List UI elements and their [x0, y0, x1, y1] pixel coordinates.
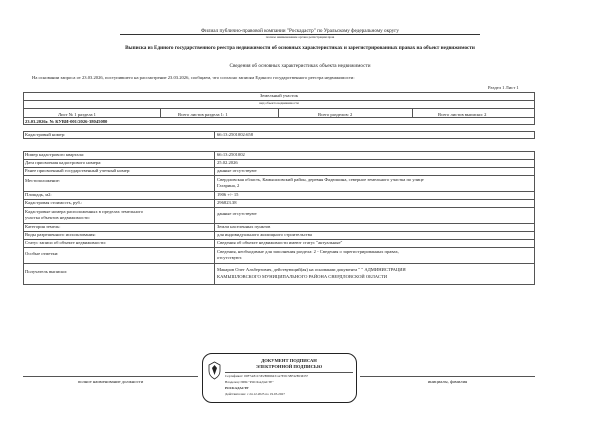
table-row-value: 25.02.2026	[217, 160, 238, 165]
stamp-organization: РОСКАДАСТР	[225, 386, 249, 390]
table-row-value: Сведения об объекте недвижимости имеют статус "актуальные"	[217, 240, 343, 245]
table-row-value: 296823.38	[217, 200, 237, 205]
table-row-value: Свердловская область, Камышловский район, деревня Фадюшина, северное земельного участка по улице	[217, 177, 424, 182]
signature-caption: инициалы, фамилия	[427, 379, 468, 384]
table-row-label: Местоположение:	[25, 178, 61, 183]
stamp-subtitle: ЭЛЕКТРОННОЙ ПОДПИСЬЮ	[255, 364, 323, 369]
divider	[214, 131, 215, 139]
document-number: 23.03.2026г. № КУВИ-001/2026-38045080	[25, 119, 108, 124]
divider	[23, 247, 535, 248]
stamp-owner: Владелец: ППК "РОСКАДАСТР"	[225, 380, 274, 384]
divider	[412, 108, 413, 117]
divider	[214, 151, 215, 285]
table-row-value: 1906 +/- 15	[217, 192, 239, 197]
emblem-icon	[207, 361, 222, 380]
stamp-title: ДОКУМЕНТ ПОДПИСАН	[261, 358, 317, 363]
table-row-value: Сведения, необходимые для заполнения раздела: 2 - Сведения о зарегистрированных правах,	[217, 249, 399, 254]
signature-line	[360, 376, 535, 377]
object-type-caption: вид объекта недвижимости	[259, 101, 299, 105]
divider	[23, 207, 535, 208]
document-title: Выписка из Единого государственного реестра недвижимости об основных характеристиках и зарегистрированных правах на объект недвижимости	[125, 45, 475, 51]
table-row-value: Гагарина, 2	[217, 183, 240, 188]
razdel-sheet: Раздел 1 Лист 1	[488, 85, 519, 90]
divider	[23, 108, 535, 109]
sheets-total: Всего листов выписки: 2	[438, 112, 487, 117]
table-row-label: участка объектов недвижимости:	[25, 215, 90, 220]
table-row-label: Статус записи об объекте недвижимости:	[25, 240, 106, 245]
table-row-label: Площадь, м2:	[25, 192, 52, 197]
divider	[225, 372, 353, 373]
section-title: Сведения об основных характеристиках объекта недвижимости	[229, 63, 371, 69]
sheet-number: Лист № 1 раздела 1	[58, 112, 96, 117]
table-row-label: Кадастровая стоимость, руб.:	[25, 200, 83, 205]
table-row-label: Особые отметки:	[25, 251, 59, 256]
table-row-value: КАМЫШЛОВСКОГО МУНИЦИПАЛЬНОГО РАЙОНА СВЕРДЛОВСКОЙ ОБЛАСТИ	[217, 274, 388, 279]
table-row-value: Макаров Олег Альбертович, действующий(ая) на основании документа " " АДМИНИСТРАЦИЯ	[217, 267, 406, 272]
table-row-label: Дата присвоения кадастрового номера:	[25, 160, 102, 165]
stamp-certificate: Сертификат: 00F7A81C5E2B9D6431A7E0C58F42B19D37	[225, 374, 309, 378]
stamp-validity: Действителен: с 24.12.2025 по 19.03.2027	[225, 392, 285, 396]
cadastral-number-label: Кадастровый номер:	[25, 132, 66, 137]
position-caption: полное наименование должности	[77, 379, 144, 384]
sheets-in-section: Всего листов раздела 1: 1	[178, 112, 228, 117]
table-row-value: 66:13:2501002	[217, 152, 245, 157]
table-row-value: данные отсутствуют	[217, 168, 257, 173]
table-row-label: Получатель выписки:	[25, 269, 68, 274]
organization-name: Филиал публично-правовой компании "Роскадастр" по Уральскому федеральному округу	[120, 29, 480, 35]
table-row-value: Земли населенных пунктов	[217, 224, 271, 229]
object-type: Земельный участок	[260, 93, 298, 98]
table-row-label: Категория земель:	[25, 224, 61, 229]
divider	[23, 191, 535, 192]
table-row-value: для индивидуального жилищного строительства	[217, 232, 312, 237]
table-row-label: Номер кадастрового квартала:	[25, 152, 85, 157]
divider	[23, 263, 535, 264]
request-statement: На основании запроса от 23.03.2026, поступившего на рассмотрение 23.03.2026, сообщаем, что согласно записям Единого государственного реестра недвижимости:	[32, 75, 355, 80]
divider	[23, 223, 535, 224]
table-row-label: Ранее присвоенный государственный учетный номер:	[25, 168, 131, 173]
divider	[23, 117, 535, 118]
organization-caption: полное наименование органа регистрации прав	[265, 35, 335, 39]
table-row-value: отсутствуют.	[217, 255, 243, 260]
electronic-signature-stamp	[202, 353, 357, 403]
table-row-label: Кадастровые номера расположенных в пределах земельного	[25, 209, 144, 214]
cadastral-number-value: 66:13:2501002:658	[217, 132, 253, 137]
table-row-label: Виды разрешенного использования:	[25, 232, 96, 237]
sections-total: Всего разделов: 2	[318, 112, 353, 117]
position-line	[23, 376, 198, 377]
divider	[23, 199, 535, 200]
cadastral-number-row	[23, 131, 535, 139]
table-row-value: данные отсутствуют	[217, 211, 257, 216]
divider	[160, 108, 161, 117]
divider	[23, 175, 535, 176]
divider	[278, 108, 279, 117]
